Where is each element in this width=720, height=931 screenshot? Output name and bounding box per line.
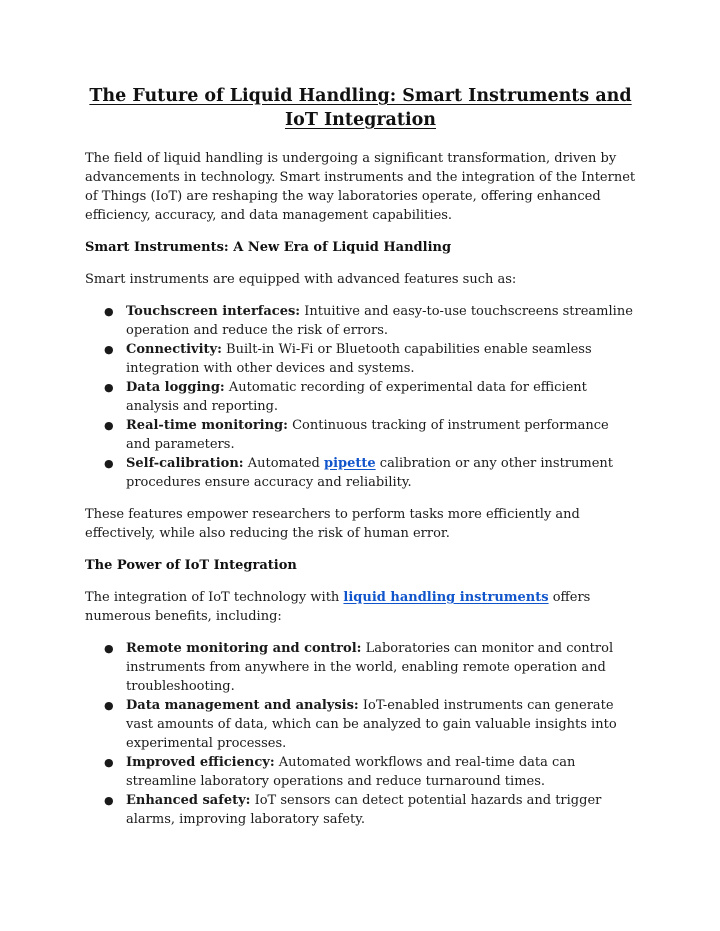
- list-item-desc: Intuitive and easy-to-use touchscreens streamline operation and reduce the risk of errors.: [126, 304, 633, 338]
- list-item: [85, 639, 636, 696]
- section-lead-smart-instruments: Smart instruments are equipped with advanced features such as:: [85, 272, 517, 287]
- bullet-icon: ●: [104, 457, 114, 470]
- list-item-desc-after: calibration or any other instrument procedures ensure accuracy and reliability.: [126, 456, 614, 490]
- list-item-term: Touchscreen interfaces:: [126, 304, 301, 319]
- list-item-term: Self-calibration:: [126, 456, 244, 471]
- list-item-desc: Automatic recording of experimental data for efficient analysis and reporting.: [126, 380, 587, 414]
- list-item-desc: Laboratories can monitor and control instruments from anywhere in the world, enabling remote operation and troubleshooting.: [126, 641, 614, 694]
- liquid-handling-instruments-link[interactable]: liquid handling instruments: [343, 590, 549, 605]
- list-item-term: Data management and analysis:: [126, 698, 359, 713]
- lead-text-after: offers numerous benefits, including:: [85, 590, 591, 624]
- bullet-icon: ●: [104, 305, 114, 318]
- bullet-icon: ●: [104, 419, 114, 432]
- list-item: [85, 696, 636, 753]
- list-item-desc: IoT sensors can detect potential hazards and trigger alarms, improving laboratory safety.: [126, 793, 602, 827]
- bullet-icon: ●: [104, 794, 114, 807]
- list-item: [85, 302, 636, 340]
- bullet-icon: ●: [104, 642, 114, 655]
- bullet-icon: ●: [104, 381, 114, 394]
- bullet-icon: ●: [104, 699, 114, 712]
- list-item: [85, 416, 636, 454]
- section-heading-iot-integration: The Power of IoT Integration: [85, 558, 297, 573]
- page-title: The Future of Liquid Handling: Smart Instruments and IoT Integration: [89, 86, 632, 130]
- list-item-desc: Automated workflows and real-time data can streamline laboratory operations and reduce turnaround times.: [126, 755, 576, 789]
- list-item: [85, 753, 636, 791]
- list-item-term: Improved efficiency:: [126, 755, 275, 770]
- benefit-list: [85, 639, 636, 829]
- lead-text-before: The integration of IoT technology with: [85, 590, 344, 605]
- list-item-desc: IoT-enabled instruments can generate vast amounts of data, which can be analyzed to gain valuable insights into experimental processes.: [126, 698, 617, 751]
- feature-list: [85, 302, 636, 492]
- list-item-term: Data logging:: [126, 380, 225, 395]
- section-heading-smart-instruments: Smart Instruments: A New Era of Liquid Handling: [85, 240, 452, 255]
- list-item-desc-before: Automated: [243, 456, 324, 471]
- list-item: [85, 791, 636, 829]
- list-item-term: Enhanced safety:: [126, 793, 251, 808]
- bullet-icon: ●: [104, 756, 114, 769]
- bullet-icon: ●: [104, 343, 114, 356]
- list-item-term: Remote monitoring and control:: [126, 641, 362, 656]
- section-lead-iot: [85, 588, 636, 626]
- list-item-term: Real-time monitoring:: [126, 418, 288, 433]
- list-item: [85, 454, 636, 492]
- list-item-term: Connectivity:: [126, 342, 222, 357]
- list-item: [85, 378, 636, 416]
- pipette-link[interactable]: pipette: [323, 456, 376, 471]
- list-item-desc: Built-in Wi-Fi or Bluetooth capabilities enable seamless integration with other devices and systems.: [126, 342, 592, 376]
- intro-paragraph: The field of liquid handling is undergoing a significant transformation, driven by advancements in technology. Smart instruments and the integration of the Internet of Things (IoT) are reshaping the way laboratories operate, offering enhanced efficiency, accuracy, and data management capabilities.: [85, 151, 636, 223]
- list-item-desc: Continuous tracking of instrument performance and parameters.: [126, 418, 609, 452]
- summary-paragraph: These features empower researchers to perform tasks more efficiently and effectively, while also reducing the risk of human error.: [85, 507, 580, 541]
- list-item: [85, 340, 636, 378]
